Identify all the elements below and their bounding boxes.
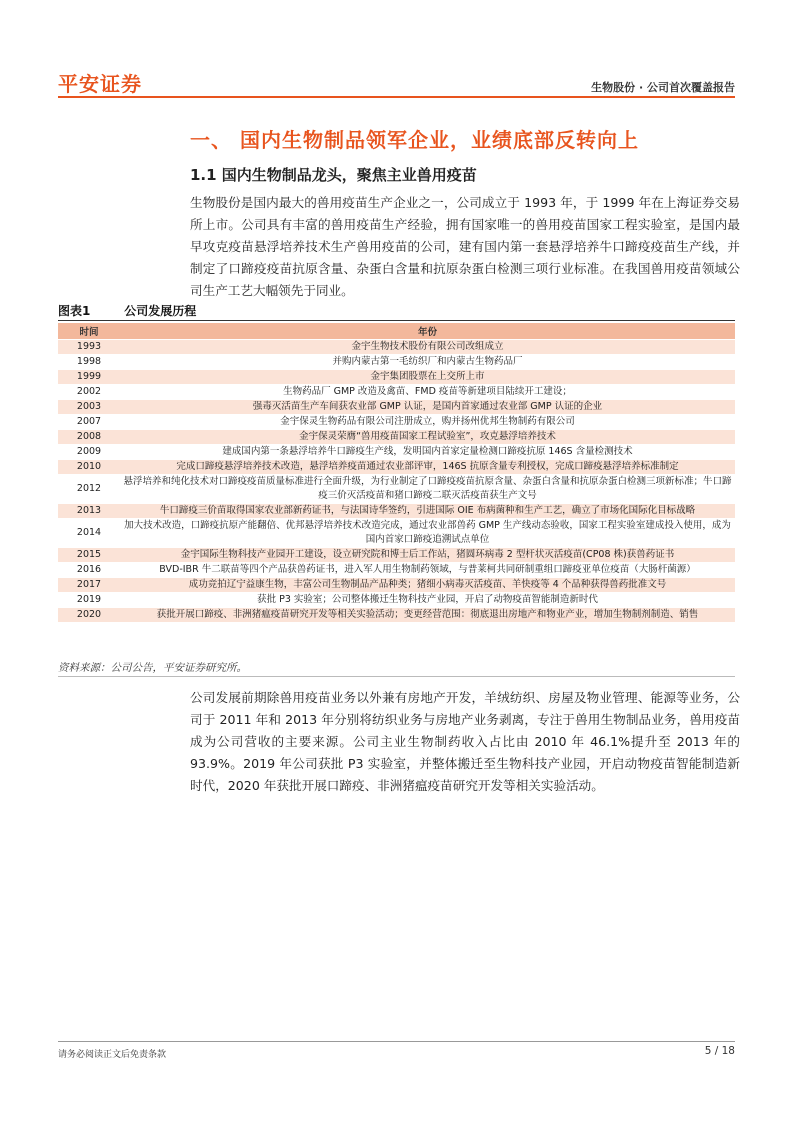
row-year: 2010 [58, 460, 120, 475]
table-row [58, 370, 735, 385]
row-event: 完成口蹄疫悬浮培养技术改造，悬浮培养疫苗通过农业部评审，146S 抗原含量专利授权，完成口蹄疫悬浮培养标准制定 [120, 460, 735, 475]
table-row [58, 400, 735, 415]
table-row [58, 415, 735, 430]
row-year: 2002 [58, 385, 120, 400]
table-row [58, 355, 735, 370]
row-year: 2015 [58, 548, 120, 563]
row-year: 2009 [58, 445, 120, 460]
history-table-body [58, 340, 735, 623]
table-row [58, 548, 735, 563]
footer-disclaimer: 请务必阅读正文后免责条款 [58, 1050, 167, 1060]
row-event: 成功竞拍辽宁益康生物，丰富公司生物制品产品种类；猪细小病毒灭活疫苗、羊快疫等 4 个品种获得兽药批准文号 [120, 578, 735, 593]
column-header-event: 年份 [120, 323, 735, 340]
row-event: 建成国内第一条悬浮培养牛口蹄疫生产线，发明国内首家定量检测口蹄疫抗原 146S 含量检测技术 [120, 445, 735, 460]
intro-paragraph: 生物股份是国内最大的兽用疫苗生产企业之一，公司成立于 1993 年，于 1999 年在上海证券交易所上市。公司具有丰富的兽用疫苗生产经验，拥有国家唯一的兽用疫苗国家工程实验室，是国内最早攻克疫苗悬浮培养技术生产兽用疫苗的公司，建有国内第一套悬浮培养牛口蹄疫疫苗生产线，并制定了口蹄疫疫苗抗原含量、杂蛋白含量和抗原杂蛋白检测三项行业标准。在我国兽用疫苗领域公司生产工艺大幅领先于同业。 [190, 195, 740, 298]
row-event: 金宇集团股票在上交所上市 [120, 370, 735, 385]
history-table [58, 323, 735, 623]
table-row [58, 445, 735, 460]
row-event: 加大技术改造，口蹄疫抗原产能翻倍、优邦悬浮培养技术改造完成，通过农业部兽药 GMP 生产线动态验收，国家工程实验室建成投入使用，成为国内首家口蹄疫追溯试点单位 [120, 519, 735, 548]
row-year: 2003 [58, 400, 120, 415]
table-row [58, 519, 735, 548]
figure-source: 资料来源：公司公告，平安证券研究所。 [58, 662, 247, 674]
row-event: 生物药品厂 GMP 改造及禽苗、FMD 疫苗等新建项目陆续开工建设； [120, 385, 735, 400]
row-year: 2013 [58, 504, 120, 519]
table-row [58, 578, 735, 593]
row-year: 2019 [58, 593, 120, 608]
row-year: 2017 [58, 578, 120, 593]
figure-number: 图表1 [58, 304, 91, 318]
row-event: 金宇保灵荣膺“兽用疫苗国家工程试验室”，攻克悬浮培养技术 [120, 430, 735, 445]
figure-caption [58, 302, 735, 319]
row-event: 金宇国际生物科技产业园开工建设，设立研究院和博士后工作站，猪圆环病毒 2 型杆状灭活疫苗(CP08 株)获兽药证书 [120, 548, 735, 563]
business-paragraph: 公司发展前期除兽用疫苗业务以外兼有房地产开发，羊绒纺织、房屋及物业管理、能源等业务，公司于 2011 年和 2013 年分别将纺织业务与房地产业务剥离，专注于兽用生物制品业务，兽用疫苗成为公司营收的主要来源。公司主业生物制药收入占比由 2010 年 46.1%提升至 2013 年的 93.9%。2019 年公司获批 P3 实验室，并整体搬迁至生物科技产业园，开启动物疫苗智能制造新时代，2020 年获批开展口蹄疫、非洲猪瘟疫苗研究开发等相关实验活动。 [190, 690, 740, 793]
row-event: 获批开展口蹄疫、非洲猪瘟疫苗研究开发等相关实验活动；变更经营范围：彻底退出房地产和物业产业，增加生物制剂制造、销售 [120, 608, 735, 623]
table-row [58, 504, 735, 519]
row-event: 强毒灭活苗生产车间获农业部 GMP 认证，是国内首家通过农业部 GMP 认证的企业 [120, 400, 735, 415]
table-row [58, 385, 735, 400]
header-divider [58, 96, 735, 98]
row-year: 2008 [58, 430, 120, 445]
row-year: 2007 [58, 415, 120, 430]
subsection-title: 1.1 国内生物制品龙头，聚焦主业兽用疫苗 [190, 166, 477, 184]
row-year: 1993 [58, 340, 120, 355]
table-row [58, 608, 735, 623]
table-row [58, 340, 735, 355]
column-header-time: 时间 [58, 323, 120, 340]
table-row [58, 593, 735, 608]
row-event: 金宇保灵生物药品有限公司注册成立，购并扬州优邦生物制药有限公司 [120, 415, 735, 430]
table-row [58, 430, 735, 445]
table-header-row [58, 323, 735, 340]
row-event: 并购内蒙古第一毛纺织厂和内蒙古生物药品厂 [120, 355, 735, 370]
section-title: 一、 国内生物制品领军企业，业绩底部反转向上 [190, 128, 639, 152]
table-row [58, 475, 735, 504]
page-number: 5 / 18 [704, 1045, 735, 1057]
figure-top-rule [58, 320, 735, 321]
source-divider [58, 676, 735, 677]
table-row [58, 460, 735, 475]
table-row [58, 563, 735, 578]
row-event: 获批 P3 实验室；公司整体搬迁生物科技产业园，开启了动物疫苗智能制造新时代 [120, 593, 735, 608]
row-event: 悬浮培养和纯化技术对口蹄疫疫苗质量标准进行全面升级，为行业制定了口蹄疫疫苗抗原含量、杂蛋白含量和抗原杂蛋白检测三项新标准；牛口蹄疫三价灭活疫苗和猪口蹄疫二联灭活疫苗获生产文号 [120, 475, 735, 504]
brand-logo: 平安证券 [58, 72, 142, 96]
row-event: 牛口蹄疫三价苗取得国家农业部新药证书，与法国诗华签约，引进国际 OIE 布病菌种和生产工艺，确立了市场化国际化目标战略 [120, 504, 735, 519]
row-year: 2020 [58, 608, 120, 623]
row-event: BVD-IBR 牛二联苗等四个产品获兽药证书，进入军人用生物制药领域，与普莱柯共同研制重组口蹄疫亚单位疫苗（大肠杆菌源） [120, 563, 735, 578]
row-year: 1999 [58, 370, 120, 385]
report-header-title: 生物股份 · 公司首次覆盖报告 [591, 81, 735, 94]
row-year: 2014 [58, 519, 120, 548]
footer-divider [58, 1041, 735, 1042]
row-year: 2012 [58, 475, 120, 504]
row-year: 1998 [58, 355, 120, 370]
row-year: 2016 [58, 563, 120, 578]
row-event: 金宇生物技术股份有限公司改组成立 [120, 340, 735, 355]
figure-title: 公司发展历程 [124, 304, 197, 318]
